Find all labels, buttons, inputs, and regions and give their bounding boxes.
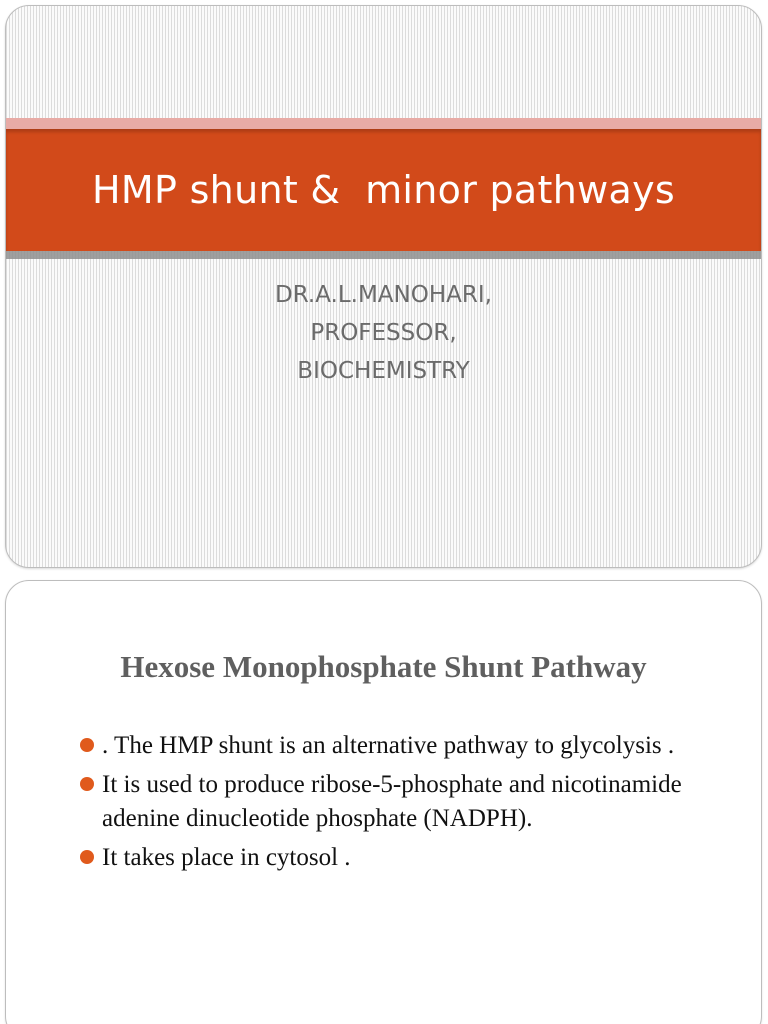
content-slide-heading: Hexose Monophosphate Shunt Pathway — [120, 649, 647, 684]
bullet-dot-icon — [80, 850, 94, 864]
bullet-dot-icon — [80, 777, 94, 791]
title-band-shadow — [6, 251, 761, 259]
content-slide — [5, 580, 762, 1024]
bullet-text: It is used to produce ribose-5-phosphate and nicotinamide adenine dinucleotide phosphate (NADPH). — [102, 771, 682, 832]
bullet-text: It takes place in cytosol . — [102, 844, 351, 871]
bullet-item — [78, 768, 698, 836]
title-band-top-stripe — [6, 118, 761, 129]
subtitle-line-position: PROFESSOR, — [310, 320, 457, 346]
slide-title: HMP shunt & minor pathways — [92, 168, 675, 212]
bullet-item — [78, 729, 698, 763]
title-band — [6, 129, 761, 251]
bullet-item — [78, 841, 698, 875]
slide-subtitle — [6, 276, 761, 390]
bullet-text: . The HMP shunt is an alternative pathway to glycolysis . — [102, 732, 675, 759]
bullet-list — [78, 729, 698, 880]
bullet-dot-icon — [80, 738, 94, 752]
title-slide — [5, 5, 762, 568]
subtitle-line-author: DR.A.L.MANOHARI, — [275, 282, 492, 308]
subtitle-line-department: BIOCHEMISTRY — [297, 358, 470, 384]
